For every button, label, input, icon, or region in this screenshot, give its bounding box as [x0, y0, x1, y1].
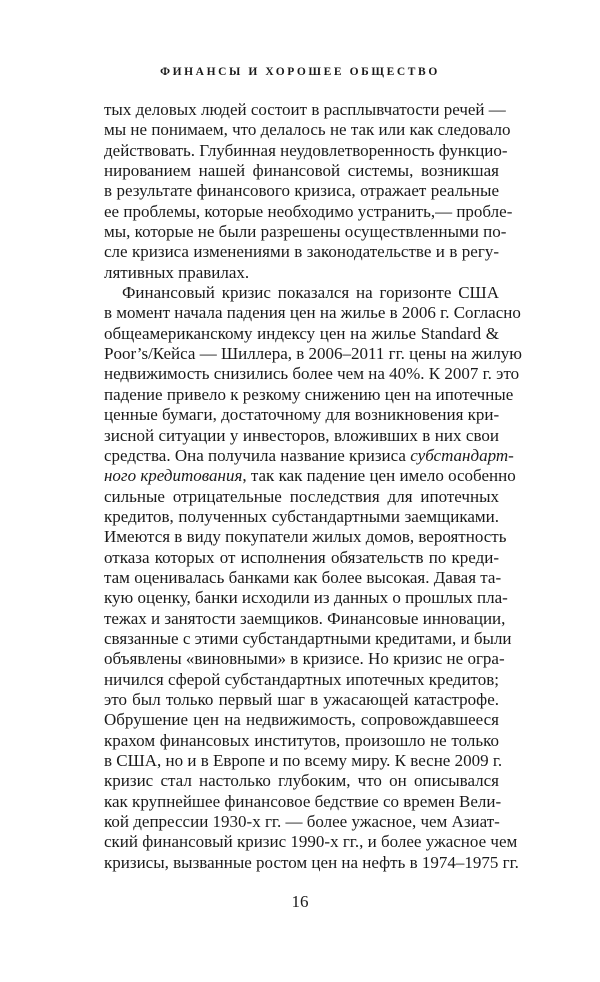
text-line [104, 242, 499, 262]
text-segment: тых деловых людей состоит в расплывчатости речей — [104, 100, 506, 119]
text-line [104, 222, 507, 242]
text-line [104, 567, 502, 588]
text-line [104, 181, 499, 201]
text-line [104, 120, 511, 140]
text-segment: мы не понимаем, что делалось не так или как следовало [104, 120, 511, 140]
text-segment: кредитов, полученных субстандартными заемщиками. [104, 506, 499, 526]
text-segment: ее проблемы, которые необходимо устранить,— пробле- [104, 201, 513, 221]
text-line [104, 548, 499, 568]
text-segment: Poor’s/Кейса — Шиллера, в 2006–2011 гг. цены на жилую [104, 344, 523, 364]
text-segment: кризисы, вызванные ростом цен на нефть в 1974–1975 гг. [104, 852, 519, 872]
text-segment: кой депрессии 1930-х гг. — более ужасное, чем Азиат- [104, 812, 500, 832]
text-segment: лятивных правилах. [104, 262, 250, 282]
text-line [104, 527, 507, 547]
text-line [104, 608, 506, 629]
text-segment: Финансовый кризис показался на горизонте США [122, 283, 499, 303]
text-line [104, 263, 499, 283]
text-line [104, 791, 502, 812]
text-line [104, 588, 508, 608]
italic-term: ного кредитования [104, 466, 243, 486]
text-line [104, 405, 499, 425]
text-line [104, 100, 506, 120]
text-line [104, 303, 521, 323]
text-segment: средства. Она получила название кризиса [104, 445, 411, 465]
text-line [104, 344, 523, 364]
running-header: ФИНАНСЫ И ХОРОШЕЕ ОБЩЕСТВО [160, 66, 440, 78]
text-segment: в США, но и в Европе и по всему миру. К весне 2009 г. [104, 751, 503, 770]
text-line [104, 731, 499, 751]
text-line [104, 445, 514, 466]
text-line [104, 466, 516, 486]
text-segment: недвижимость снизились более чем на 40%. К 2007 г. это [104, 364, 520, 384]
text-line [104, 364, 520, 384]
text-line [104, 324, 499, 344]
text-segment: Обрушение цен на недвижимость, сопровождавшееся [104, 710, 499, 730]
text-line [104, 426, 499, 446]
text-line [104, 710, 499, 730]
text-line [104, 161, 499, 181]
text-segment: в момент начала падения цен на жилье в 2006 г. Согласно [104, 303, 521, 323]
text-segment: связанные с этими субстандартными кредитами, и были [104, 628, 512, 648]
text-segment: падение привело к резкому снижению цен на ипотечные [104, 384, 514, 404]
text-line [104, 751, 503, 771]
text-line [104, 487, 499, 507]
text-segment: ничился сферой субстандартных ипотечных кредитов; [104, 669, 499, 689]
text-segment: тежах и занятости заемщиков. Финансовые инновации, [104, 608, 506, 628]
text-line [104, 283, 499, 303]
text-segment: общеамериканскому индексу цен на жилье Standard & [104, 323, 499, 343]
text-segment: сильные отрицательные последствия для ипотечных [104, 486, 499, 506]
text-line [104, 649, 505, 669]
text-segment: кую оценку, банки исходили из данных о прошлых пла- [104, 588, 508, 608]
text-line [104, 852, 519, 873]
text-line [104, 507, 499, 527]
text-segment: как крупнейшее финансовое бедствие со времен Вели- [104, 791, 502, 811]
text-line [104, 140, 508, 161]
text-segment: это был только первый шаг в ужасающей катастрофе. [104, 689, 499, 709]
text-segment: зисной ситуации у инвесторов, вложивших в них свои [104, 425, 499, 445]
body-text [104, 100, 523, 873]
text-segment: сле кризиса изменениями в законодательстве и в регу- [104, 242, 499, 262]
text-segment: мы, которые не были разрешены осуществленными по- [104, 222, 507, 242]
text-segment: кризис стал настолько глубоким, что он описывался [104, 771, 499, 791]
text-line [104, 384, 514, 405]
text-segment: Имеются в виду покупатели жилых домов, вероятность [104, 527, 507, 547]
text-line [104, 628, 512, 649]
text-segment: ский финансовый кризис 1990-х гг., и более ужасное чем [104, 832, 518, 852]
text-line [104, 670, 499, 690]
text-line [104, 812, 499, 832]
text-segment: нированием нашей финансовой системы, возникшая [104, 161, 499, 181]
text-segment: отказа которых от исполнения обязательств по креди- [104, 547, 499, 567]
text-segment: , так как падение цен имело особенно [242, 466, 516, 486]
italic-term: субстандарт- [410, 445, 514, 465]
text-segment: действовать. Глубинная неудовлетворенность функцио- [104, 140, 508, 160]
text-segment: крахом финансовых институтов, произошло не только [104, 730, 499, 750]
page-number: 16 [291, 892, 309, 911]
text-segment: в результате финансового кризиса, отражает реальные [104, 181, 499, 201]
text-segment: объявлены «виновными» в кризисе. Но кризис не огра- [104, 649, 505, 669]
text-line [104, 690, 499, 710]
text-segment: ценные бумаги, достаточному для возникновения кри- [104, 405, 500, 425]
text-line [104, 771, 499, 791]
text-line [104, 832, 518, 852]
text-segment: там оценивалась банками как более высокая. Давая та- [104, 567, 502, 587]
text-line [104, 201, 513, 222]
